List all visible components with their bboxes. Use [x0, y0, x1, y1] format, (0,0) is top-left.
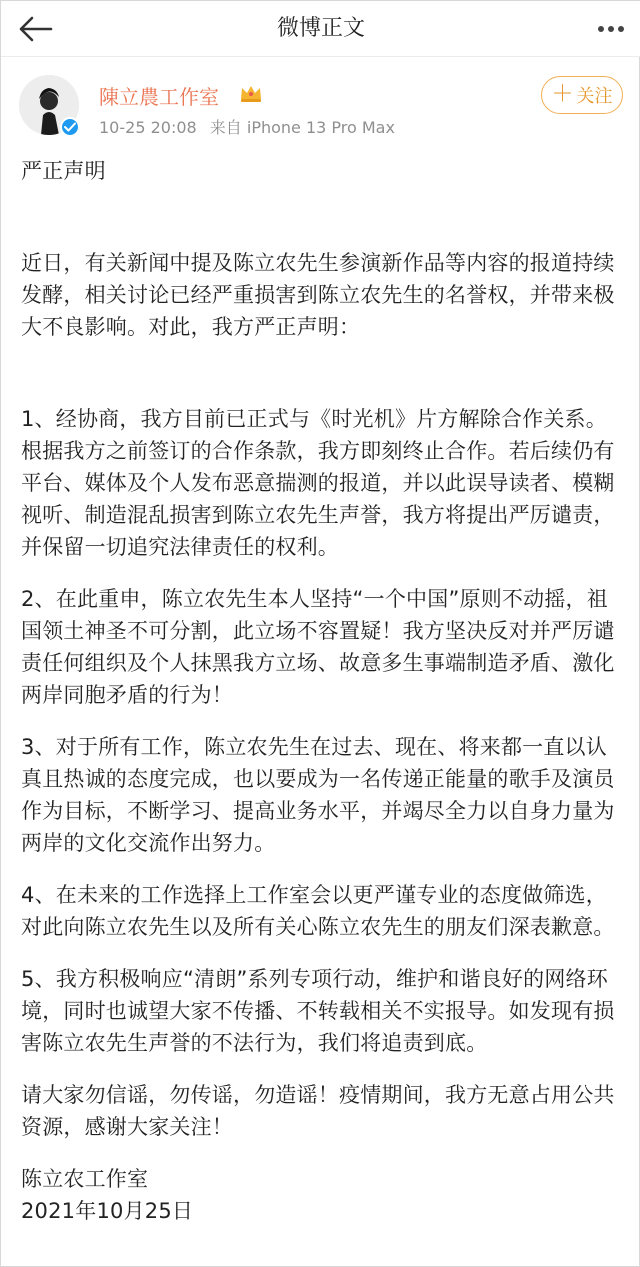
post-time: 10-25 20:08 — [99, 118, 197, 137]
signature: 陈立农工作室 — [21, 1167, 149, 1191]
statement-item-2: 2、在此重申，陈立农先生本人坚持“一个中国”原则不动摇，祖国领土神圣不可分割，此立场不容置疑！我方坚决反对并严厉谴责任何组织及个人抹黑我方立场、故意多生事端制造矛盾、激化两岸同胞矛盾的行为！ — [21, 587, 615, 707]
statement-item-1: 1、经协商，我方目前已正式与《时光机》片方解除合作关系。根据我方之前签订的合作条款，我方即刻终止合作。若后续仍有平台、媒体及个人发布恶意揣测的报道，并以此误导读者、模糊视听、制造混乱损害到陈立农先生声誉，我方将提出严厉谴责，并保留一切追究法律责任的权利。 — [21, 407, 615, 559]
post-source: 来自 iPhone 13 Pro Max — [209, 118, 395, 137]
statement-item-3: 3、对于所有工作，陈立农先生在过去、现在、将来都一直以认真且热诚的态度完成，也以要成为一名传递正能量的歌手及演员作为目标，不断学习、提高业务水平，并竭尽全力以自身力量为两岸的文化交流作出努力。 — [21, 735, 615, 855]
statement-date: 2021年10月25日 — [21, 1199, 194, 1223]
author-name[interactable]: 陳立農工作室 — [99, 85, 219, 109]
post-heading: 严正声明 — [21, 159, 106, 183]
post-intro: 近日，有关新闻中提及陈立农先生参演新作品等内容的报道持续发酵，相关讨论已经严重损害到陈立农先生的名誉权，并带来极大不良影响。对此，我方严正声明： — [21, 251, 615, 339]
verified-badge-icon — [60, 117, 80, 137]
follow-button[interactable] — [541, 76, 623, 114]
more-button[interactable] — [593, 11, 629, 47]
plus-icon: ＋ — [551, 82, 574, 107]
crown-badge-icon — [239, 83, 263, 103]
follow-label: 关注 — [576, 86, 613, 107]
post-body — [21, 151, 621, 1227]
statement-item-5: 5、我方积极响应“清朗”系列专项行动，维护和谐良好的网络环境，同时也诚望大家不传播、不转载相关不实报导。如发现有损害陈立农先生声誉的不法行为，我们将追责到底。 — [21, 967, 615, 1055]
more-dots-icon — [597, 25, 625, 33]
post-meta — [99, 115, 403, 138]
author-header — [1, 57, 640, 149]
page-title: 微博正文 — [276, 16, 365, 41]
closing-text: 请大家勿信谣，勿传谣，勿造谣！疫情期间，我方无意占用公共资源，感谢大家关注！ — [21, 1083, 615, 1139]
top-nav-bar — [1, 1, 640, 57]
statement-item-4: 4、在未来的工作选择上工作室会以更严谨专业的态度做筛选，对此向陈立农先生以及所有关心陈立农先生的朋友们深表歉意。 — [21, 883, 615, 939]
